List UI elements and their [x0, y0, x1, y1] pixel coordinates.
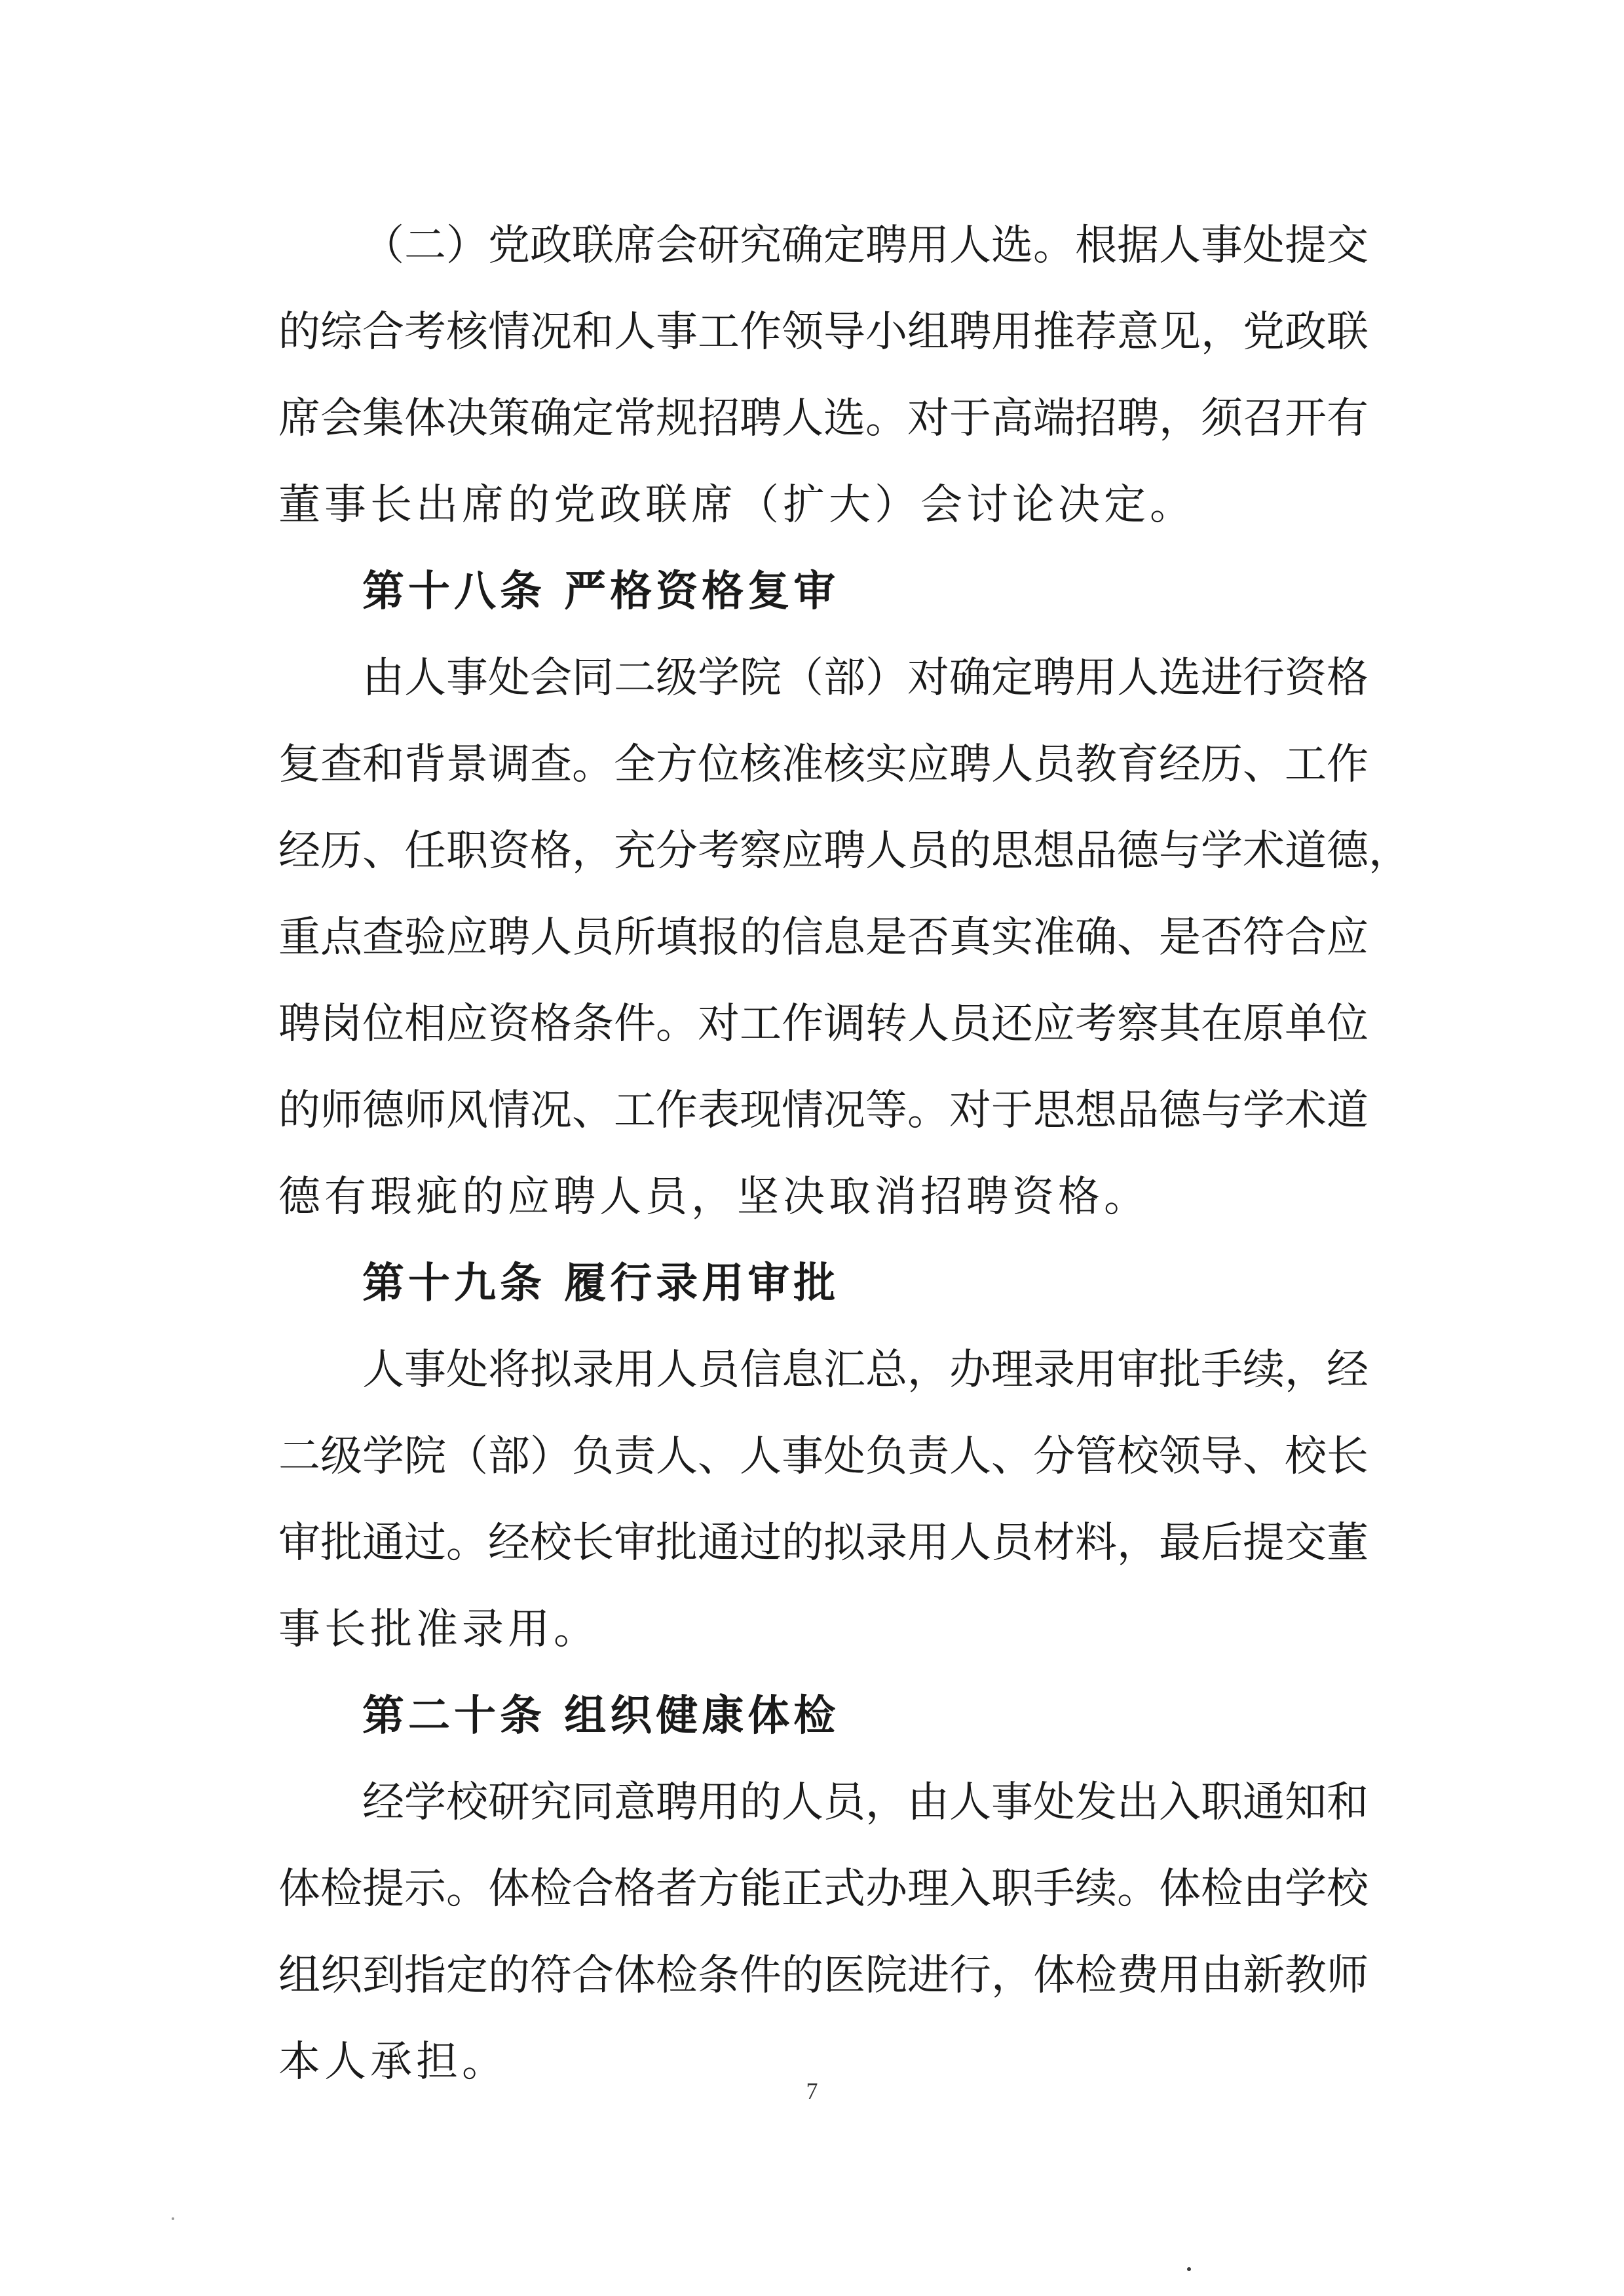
paragraph-line: 复查和背景调查。全方位核准核实应聘人员教育经历、工作: [278, 740, 1369, 789]
paragraph-line: 董事长出席的党政联席（扩大）会讨论决定。: [278, 481, 1196, 529]
article-19-heading: 第十九条 履行录用审批: [362, 1259, 840, 1308]
paragraph-line: （二）党政联席会研究确定聘用人选。根据人事处提交: [362, 221, 1369, 270]
paragraph-line: 的师德师风情况、工作表现情况等。对于思想品德与学术道: [278, 1086, 1369, 1135]
paragraph-line: 事长批准录用。: [278, 1605, 599, 1654]
paragraph-line: 体检提示。体检合格者方能正式办理入职手续。体检由学校: [278, 1865, 1369, 1913]
page-number: 7: [806, 2078, 818, 2104]
paragraph-line: 聘岗位相应资格条件。对工作调转人员还应考察其在原单位: [278, 1000, 1369, 1048]
scan-speck: [172, 2217, 174, 2220]
paragraph-line: 德有瑕疵的应聘人员，坚决取消招聘资格。: [278, 1173, 1150, 1221]
paragraph-line: 二级学院（部）负责人、人事处负责人、分管校领导、校长: [278, 1432, 1369, 1481]
paragraph-line: 人事处将拟录用人员信息汇总，办理录用审批手续，经: [362, 1346, 1369, 1394]
paragraph-line: 经学校研究同意聘用的人员，由人事处发出入职通知和: [362, 1778, 1369, 1827]
paragraph-line: 席会集体决策确定常规招聘人选。对于高端招聘，须召开有: [278, 394, 1369, 443]
scan-speck: [1187, 2267, 1191, 2271]
paragraph-line: 本人承担。: [278, 2038, 508, 2086]
paragraph-line: 组织到指定的符合体检条件的医院进行，体检费用由新教师: [278, 1951, 1369, 2000]
paragraph-line: 重点查验应聘人员所填报的信息是否真实准确、是否符合应: [278, 913, 1369, 962]
paragraph-line: 的综合考核情况和人事工作领导小组聘用推荐意见，党政联: [278, 308, 1369, 356]
paragraph-line: 经历、任职资格，充分考察应聘人员的思想品德与学术道德，: [278, 827, 1410, 875]
paragraph-line: 由人事处会同二级学院（部）对确定聘用人选进行资格: [362, 654, 1369, 702]
paragraph-line: 审批通过。经校长审批通过的拟录用人员材料，最后提交董: [278, 1519, 1369, 1567]
article-20-heading: 第二十条 组织健康体检: [362, 1692, 840, 1740]
article-18-heading: 第十八条 严格资格复审: [362, 567, 840, 616]
